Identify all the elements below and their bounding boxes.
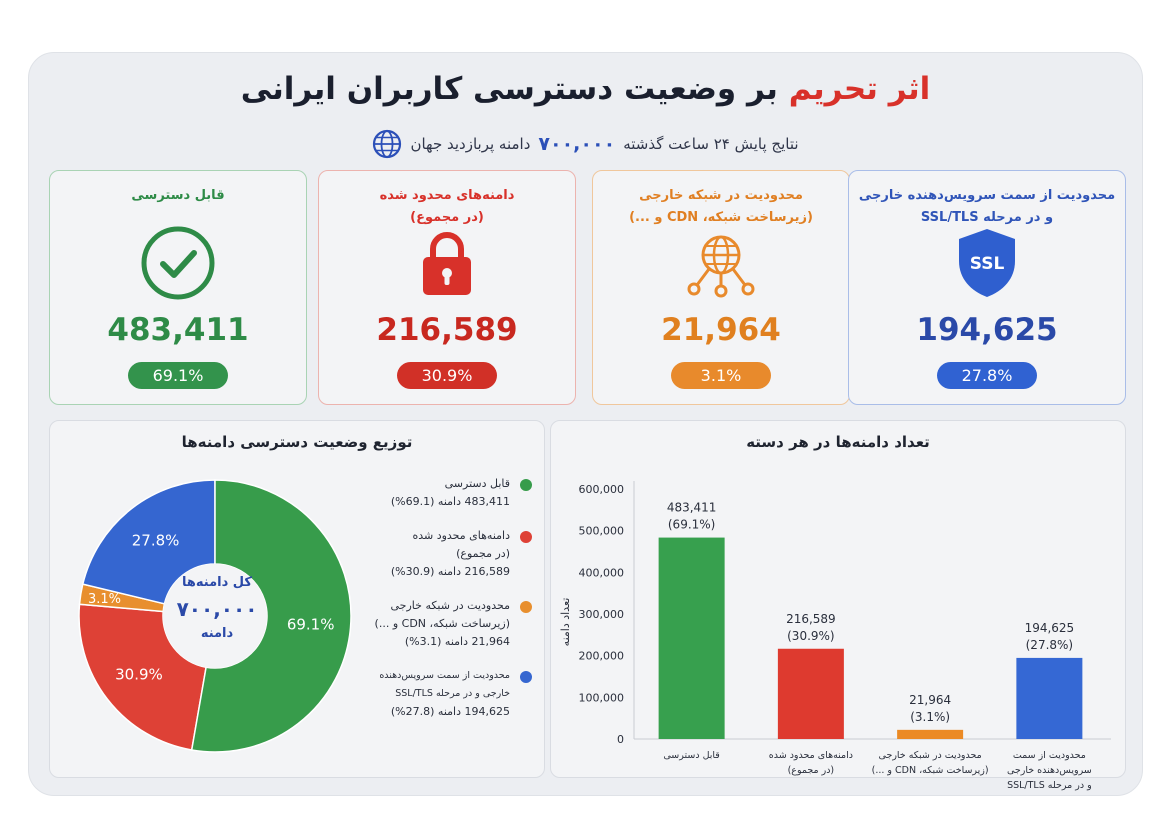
pie-title: توزیع وضعیت دسترسی دامنه‌ها <box>181 433 413 451</box>
bar-value-label: 483,411 <box>666 500 717 515</box>
pie-slice-label: 27.8% <box>131 531 180 550</box>
legend-dot <box>520 601 532 613</box>
pie-legend <box>368 475 538 737</box>
card-network-percent: 3.1% <box>671 362 771 389</box>
bar-category-label: (زیرساخت شبکه، CDN و ...) <box>871 765 989 776</box>
legend-item-restricted: دامنه‌های محدود شده (در مجموع) 216,589 دامنه (30.9%) <box>368 527 538 581</box>
subtitle-before: نتایج پایش ۲۴ ساعت گذشته <box>623 135 799 153</box>
card-restricted-percent: 30.9% <box>397 362 497 389</box>
card-accessible-value: 483,411 <box>107 312 249 348</box>
card-restricted-value: 216,589 <box>376 312 518 348</box>
legend-dot <box>520 671 532 683</box>
bar-chart <box>551 457 1125 791</box>
card-ssl <box>848 170 1126 405</box>
globe-icon <box>372 129 402 159</box>
pie-panel <box>49 420 545 778</box>
network-globe-icon <box>683 225 759 301</box>
legend-dot <box>520 479 532 491</box>
bar <box>897 730 963 739</box>
bar-y-tick-label: 500,000 <box>578 524 624 538</box>
bar-category-label: محدودیت در شبکه خارجی <box>878 750 982 761</box>
ssl-shield-icon <box>949 225 1025 301</box>
bar-y-tick-label: 600,000 <box>578 483 624 496</box>
ssl-icon-text: SSL <box>969 254 1005 274</box>
bar-y-tick-label: 0 <box>617 733 624 746</box>
bar-y-tick-label: 400,000 <box>578 566 624 580</box>
card-network-label: محدودیت در شبکه خارجی (زیرساخت شبکه، CDN و ...) <box>629 188 813 225</box>
bar-category-label: محدودیت از سمت <box>1012 750 1086 761</box>
subtitle-number: ۷۰۰,۰۰۰ <box>538 133 616 155</box>
pie-slice-label: 69.1% <box>286 615 335 634</box>
legend-item-accessible: قابل دسترسی 483,411 دامنه (69.1%) <box>368 475 538 511</box>
title-highlight: اثر تحریم <box>788 71 931 107</box>
bar-value-label: 21,964 <box>909 692 952 707</box>
card-ssl-label: محدودیت از سمت سرویس‌دهنده خارجی و در مرحله SSL/TLS <box>858 188 1116 225</box>
bar-y-tick-label: 100,000 <box>578 691 624 705</box>
card-accessible-percent: 69.1% <box>128 362 228 389</box>
bar-category-label: قابل دسترسی <box>663 750 720 761</box>
bar-y-tick-label: 200,000 <box>578 649 624 663</box>
bar-category-label: دامنه‌های محدود شده <box>768 750 853 761</box>
bar-value-label: 216,589 <box>786 611 836 626</box>
pie-slice-label: 30.9% <box>115 665 163 684</box>
bar-category-label: سرویس‌دهنده خارجی <box>1006 765 1092 776</box>
bar-percent-label: (3.1%) <box>910 709 951 724</box>
bar-value-label: 194,625 <box>1024 620 1075 635</box>
bar <box>1016 658 1082 739</box>
bar-panel <box>550 420 1126 791</box>
card-ssl-percent: 27.8% <box>937 362 1037 389</box>
card-accessible <box>49 170 307 405</box>
page-subtitle <box>29 129 1142 159</box>
bar <box>778 649 844 739</box>
card-accessible-label: قابل دسترسی <box>131 188 225 203</box>
legend-item-network: محدودیت در شبکه خارجی (زیرساخت شبکه، CDN و ...) 21,964 دامنه (3.1%) <box>368 597 538 651</box>
card-network <box>592 170 850 405</box>
subtitle-after: دامنه پربازدید جهان <box>410 135 531 153</box>
pie-center-label: کل دامنه‌ها <box>182 575 252 590</box>
legend-item-ssl: محدودیت از سمت سرویس‌دهنده خارجی و در مرحله SSL/TLS 194,625 دامنه (27.8%) <box>368 667 538 721</box>
infographic-frame <box>28 52 1143 796</box>
bar-category-label: (در مجموع) <box>787 765 835 776</box>
pie-center-unit: دامنه <box>200 626 234 641</box>
pie-chart <box>65 466 365 766</box>
card-ssl-value: 194,625 <box>916 312 1058 348</box>
bar-percent-label: (27.8%) <box>1025 637 1074 652</box>
bar <box>659 538 725 739</box>
pie-center-value: ۷۰۰,۰۰۰ <box>176 597 258 621</box>
pie-slice-label: 3.1% <box>87 592 121 608</box>
legend-dot <box>520 531 532 543</box>
card-restricted-label: دامنه‌های محدود شده (در مجموع) <box>379 188 515 225</box>
bar-y-tick-label: 300,000 <box>578 608 624 621</box>
bar-y-axis-label: تعداد دامنه <box>559 597 572 647</box>
bar-category-label: و در مرحله SSL/TLS <box>1007 780 1092 791</box>
bar-percent-label: (69.1%) <box>667 517 716 532</box>
title-rest: بر وضعیت دسترسی کاربران ایرانی <box>240 71 778 107</box>
page-title <box>29 71 1142 107</box>
bar-title: تعداد دامنه‌ها در هر دسته <box>746 433 930 451</box>
check-circle-icon <box>140 225 216 301</box>
card-restricted <box>318 170 576 405</box>
bar-percent-label: (30.9%) <box>787 628 835 643</box>
lock-icon <box>409 225 485 301</box>
card-network-value: 21,964 <box>661 312 781 348</box>
